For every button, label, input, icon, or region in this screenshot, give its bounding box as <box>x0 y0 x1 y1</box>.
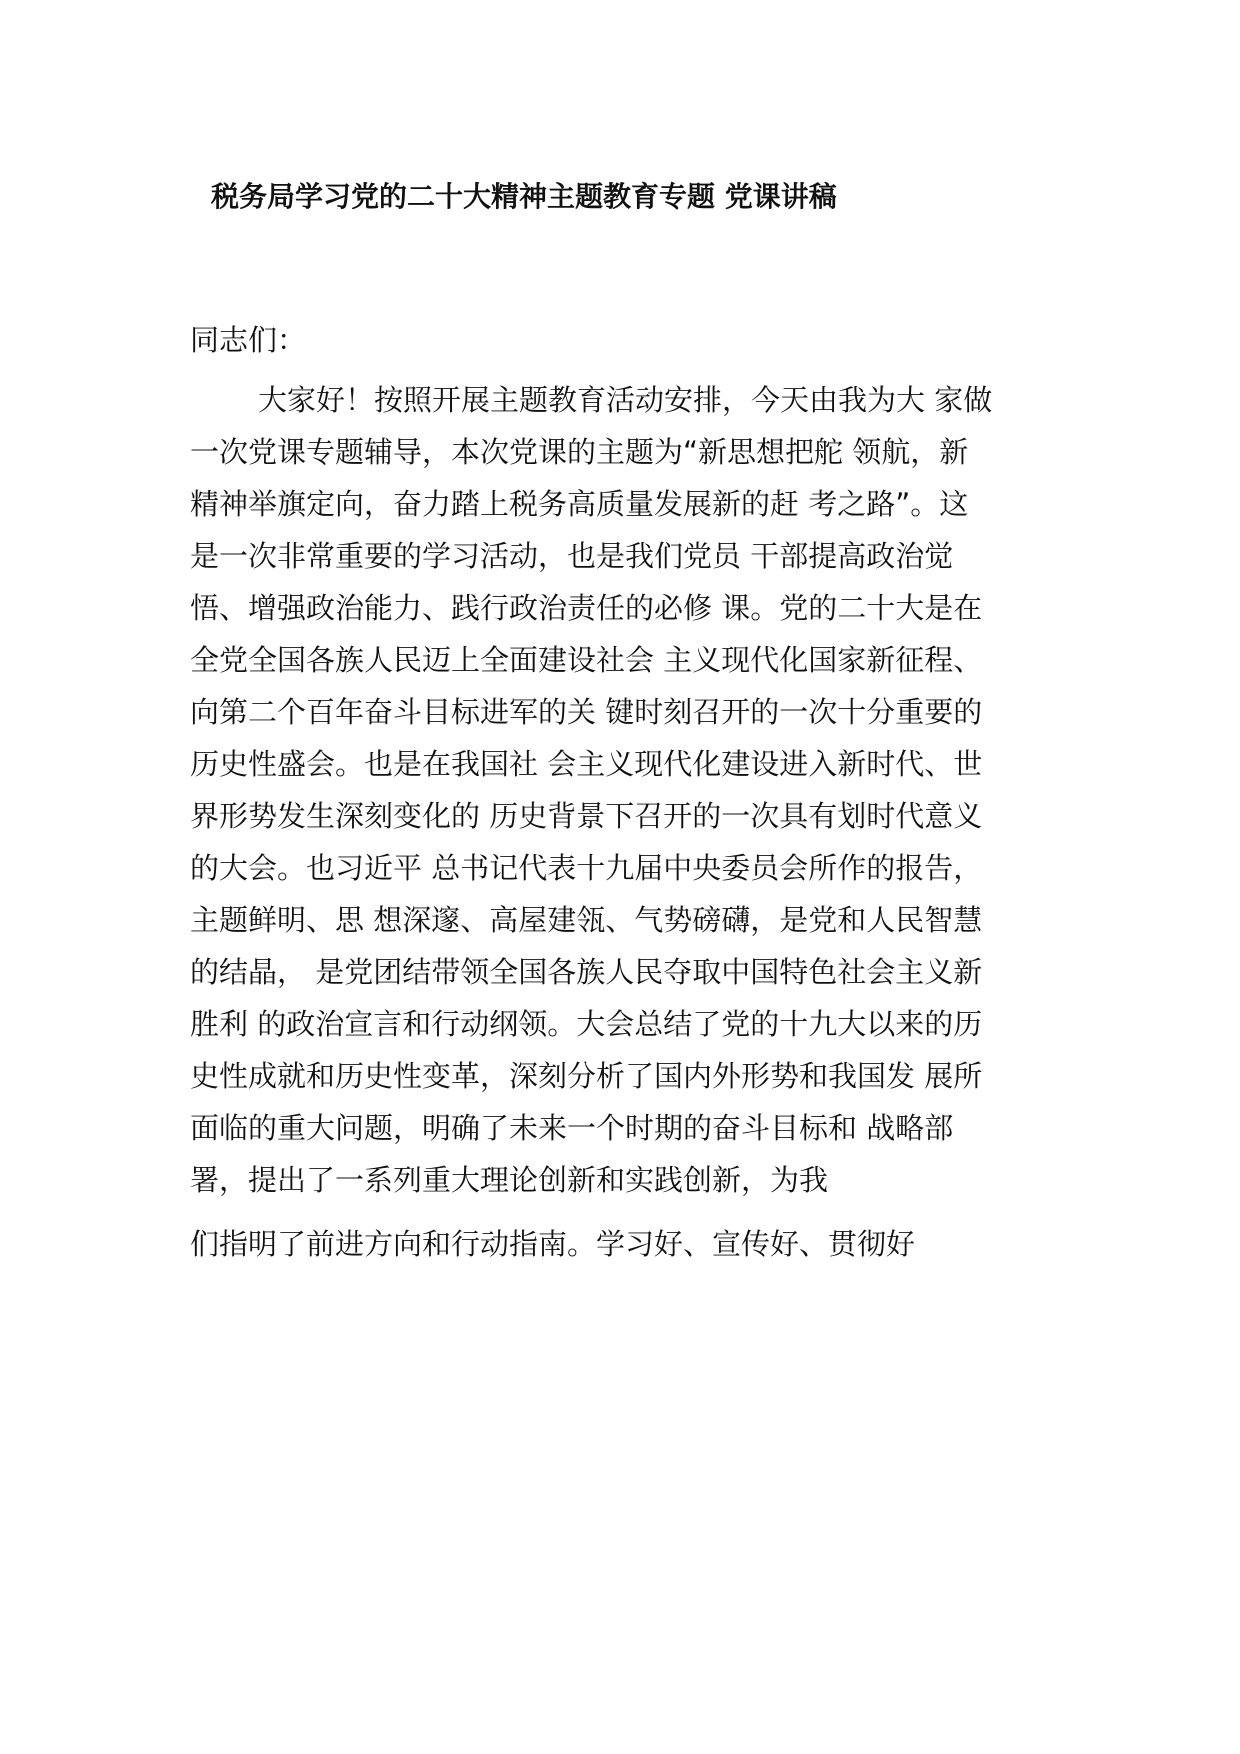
salutation: 同志们： <box>190 323 307 357</box>
paragraph-line: 悟、增强政治能力、践行政治责任的必修 课。党的二十大是在 <box>190 591 983 625</box>
paragraph-line: 精神举旗定向，奋力踏上税务高质量发展新的赶 考之路”。这 <box>190 487 969 521</box>
paragraph-line: 大家好！按照开展主题教育活动安排，今天由我为大 家做 <box>258 383 993 417</box>
paragraph-line: 的结晶， 是党团结带领全国各族人民夺取中国特色社会主义新 <box>190 955 983 989</box>
paragraph-line: 界形势发生深刻变化的 历史背景下召开的一次具有划时代意义 <box>190 799 983 833</box>
paragraph-line: 胜利 的政治宣言和行动纲领。大会总结了党的十九大以来的历 <box>190 1007 983 1041</box>
paragraph-tail-line: 们指明了前进方向和行动指南。学习好、宣传好、贯彻好 <box>190 1227 916 1261</box>
paragraph-line: 一次党课专题辅导，本次党课的主题为“新思想把舵 领航，新 <box>190 435 969 469</box>
document-title: 税务局学习党的二十大精神主题教育专题 党课讲稿 <box>211 180 837 213</box>
paragraph-line: 史性成就和历史性变革，深刻分析了国内外形势和我国发 展所 <box>190 1059 983 1093</box>
paragraph-line: 的大会。也习近平 总书记代表十九届中央委员会所作的报告， <box>190 851 983 885</box>
paragraph-line: 是一次非常重要的学习活动，也是我们党员 干部提高政治觉 <box>190 539 954 573</box>
body-paragraph <box>190 374 992 1206</box>
paragraph-line: 主题鲜明、思 想深邃、高屋建瓴、气势磅礴，是党和人民智慧 <box>190 903 983 937</box>
paragraph-line: 历史性盛会。也是在我国社 会主义现代化建设进入新时代、世 <box>190 747 983 781</box>
paragraph-line: 面临的重大问题，明确了未来一个时期的奋斗目标和 战略部 <box>190 1111 954 1145</box>
paragraph-line: 全党全国各族人民迈上全面建设社会 主义现代化国家新征程、 <box>190 643 983 677</box>
paragraph-line: 署，提出了一系列重大理论创新和实践创新，为我 <box>190 1163 829 1197</box>
paragraph-line: 向第二个百年奋斗目标进军的关 键时刻召开的一次十分重要的 <box>190 695 983 729</box>
